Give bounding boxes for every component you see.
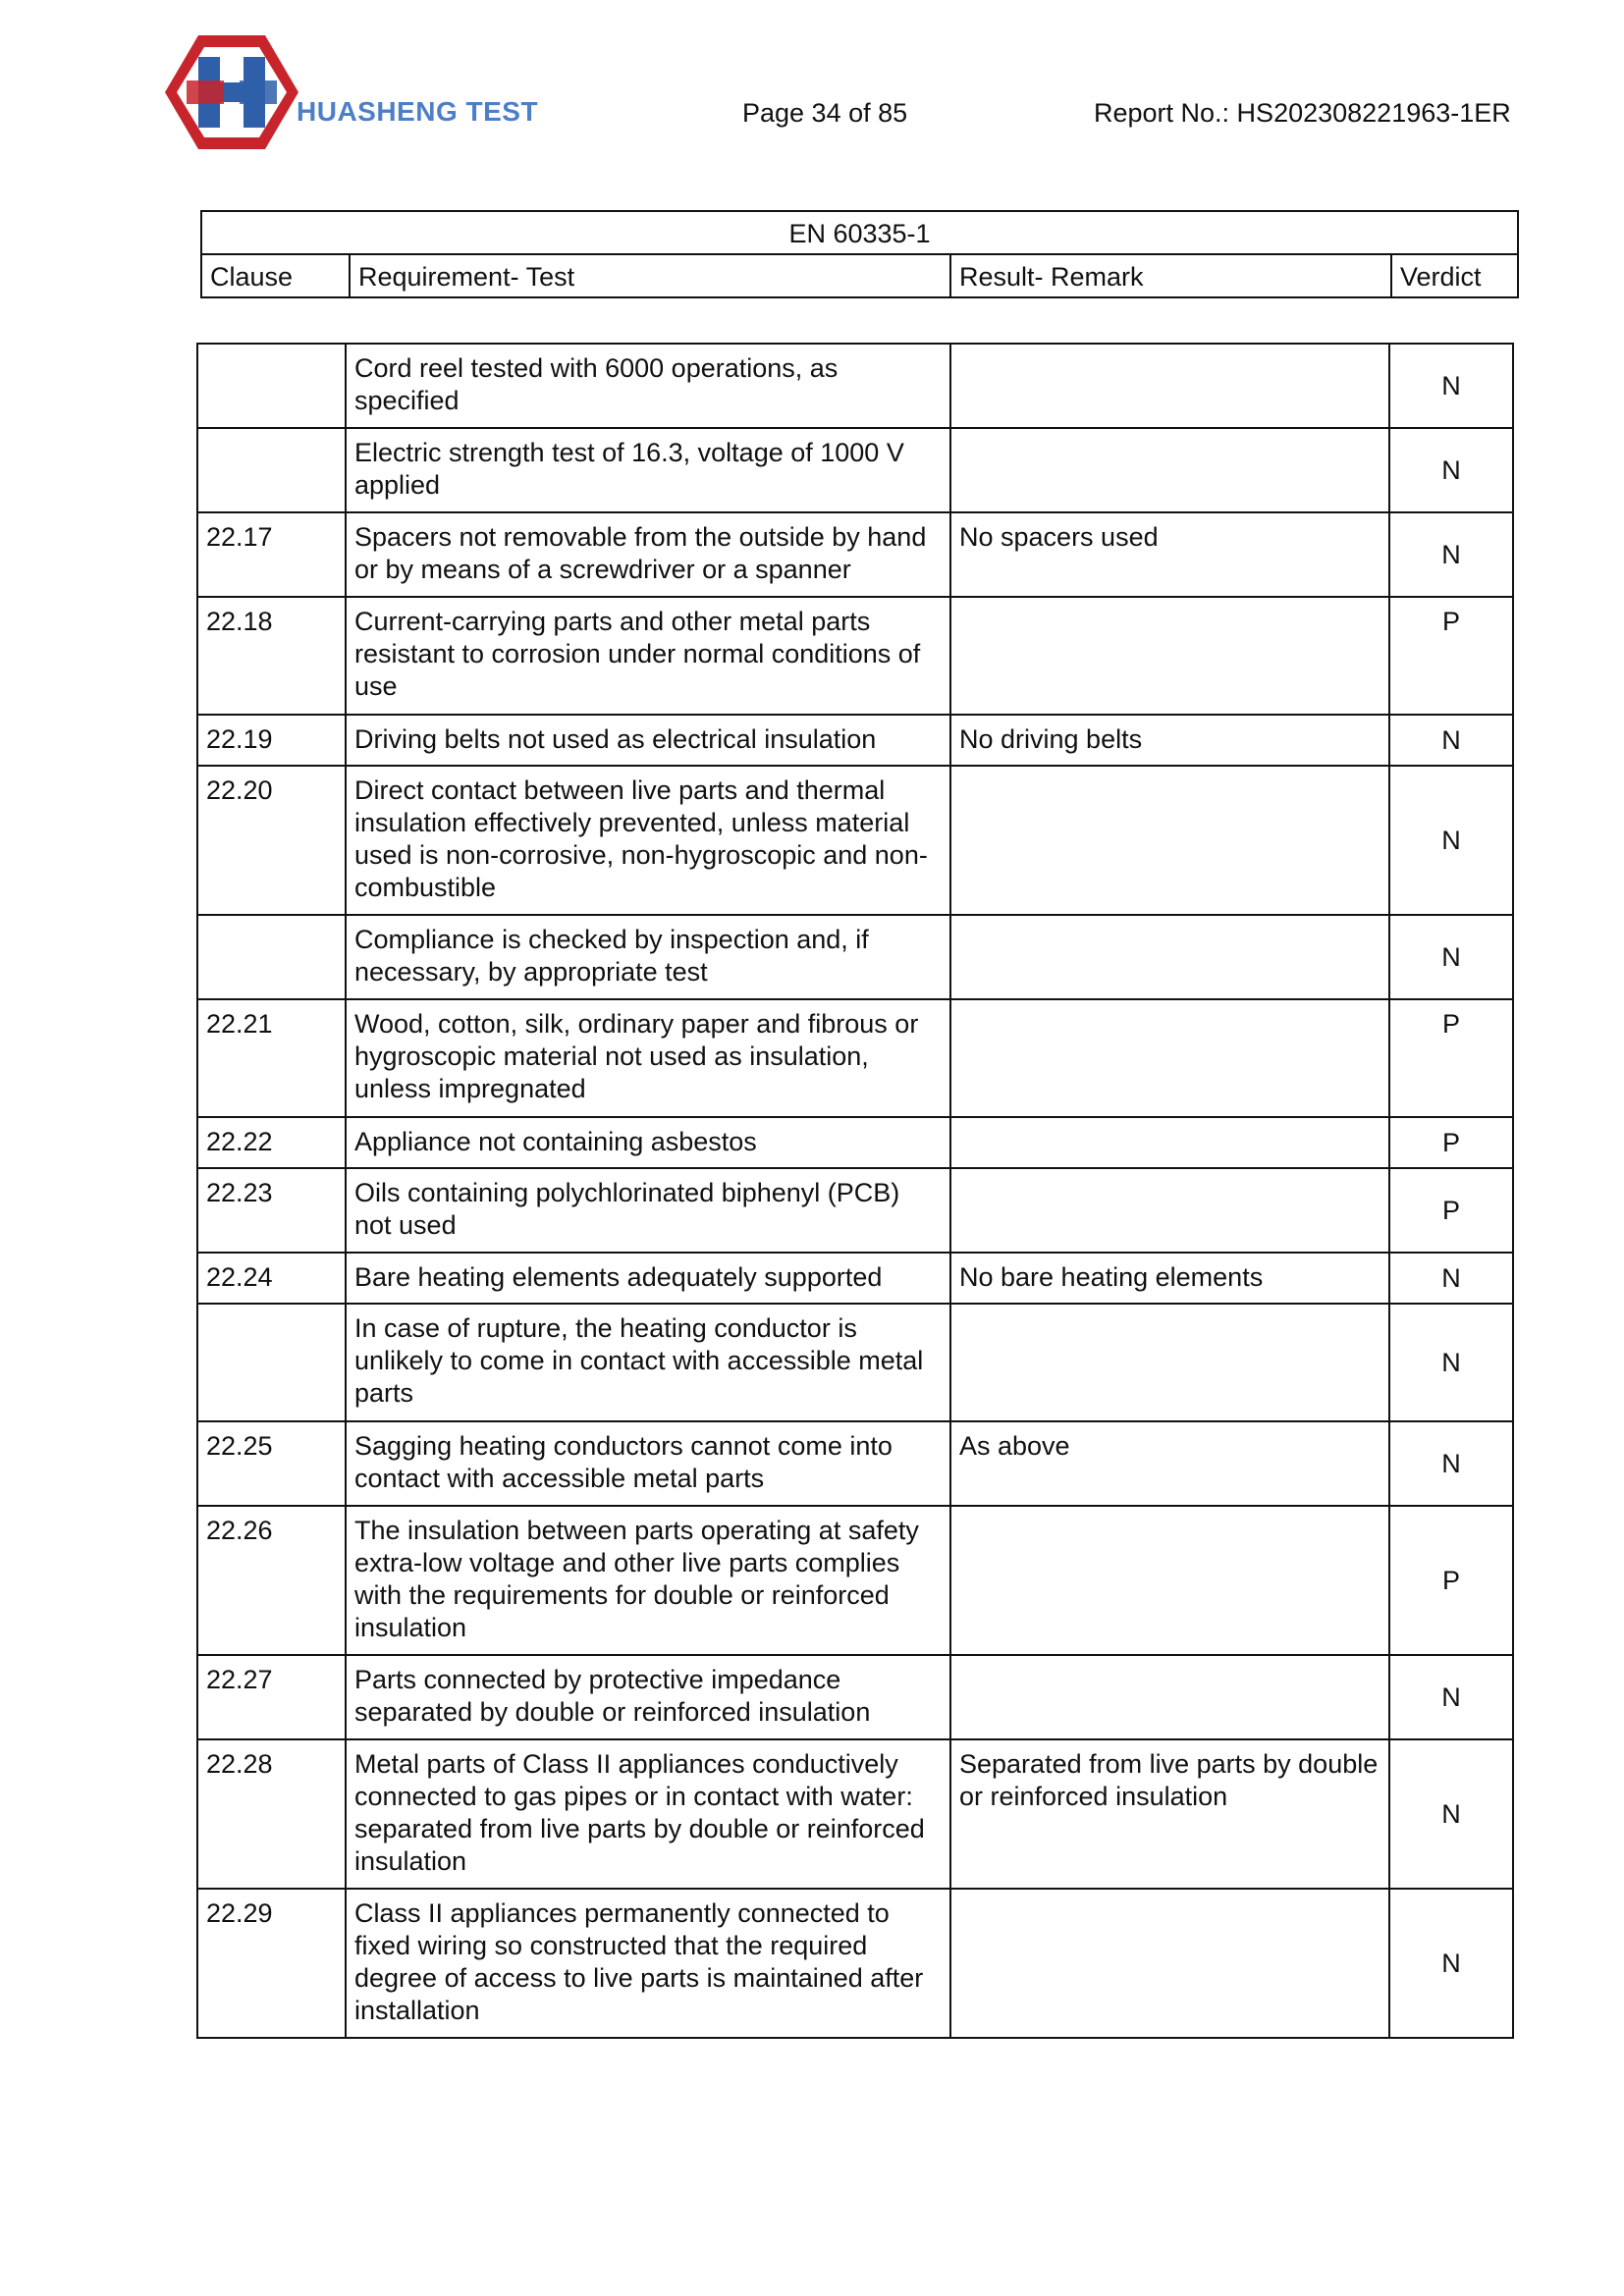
verdict-cell: N — [1389, 766, 1513, 915]
verdict-cell: P — [1389, 999, 1513, 1117]
verdict-cell: N — [1389, 1304, 1513, 1421]
verdict-cell: N — [1389, 1655, 1513, 1739]
remark-cell — [950, 597, 1389, 715]
table-row — [197, 915, 1513, 999]
clause-cell — [197, 1304, 346, 1421]
clause-cell: 22.24 — [197, 1253, 346, 1304]
clause-table-body — [197, 344, 1513, 2038]
huasheng-logo-icon — [165, 33, 298, 151]
column-header-remark: Result- Remark — [950, 254, 1391, 297]
report-number: Report No.: HS202308221963-1ER — [1094, 98, 1511, 128]
table-row — [197, 766, 1513, 915]
clause-table — [196, 343, 1514, 2039]
table-row — [197, 1739, 1513, 1889]
clause-cell: 22.28 — [197, 1739, 346, 1889]
verdict-cell: P — [1389, 1117, 1513, 1168]
table-row — [197, 1117, 1513, 1168]
table-row — [197, 999, 1513, 1117]
verdict-cell: N — [1389, 344, 1513, 428]
page-header — [0, 0, 1624, 177]
requirement-cell: Oils containing polychlorinated biphenyl (PCB) not used — [346, 1168, 950, 1253]
clause-cell — [197, 915, 346, 999]
clause-cell: 22.21 — [197, 999, 346, 1117]
requirement-cell: In case of rupture, the heating conductor is unlikely to come in contact with accessible metal parts — [346, 1304, 950, 1421]
remark-cell — [950, 1655, 1389, 1739]
requirement-cell: Electric strength test of 16.3, voltage of 1000 V applied — [346, 428, 950, 512]
clause-cell — [197, 428, 346, 512]
requirement-cell: Direct contact between live parts and thermal insulation effectively prevented, unless material used is non-corrosive, non-hygroscopic and non-combustible — [346, 766, 950, 915]
verdict-cell: P — [1389, 1506, 1513, 1655]
remark-cell: As above — [950, 1421, 1389, 1506]
table-row — [197, 1168, 1513, 1253]
column-header-requirement: Requirement- Test — [350, 254, 950, 297]
requirement-cell: Compliance is checked by inspection and, if necessary, by appropriate test — [346, 915, 950, 999]
requirement-cell: Wood, cotton, silk, ordinary paper and fibrous or hygroscopic material not used as insulation, unless impregnated — [346, 999, 950, 1117]
table-row — [197, 1304, 1513, 1421]
clause-cell: 22.26 — [197, 1506, 346, 1655]
table-row — [197, 597, 1513, 715]
verdict-cell: N — [1389, 1253, 1513, 1304]
requirement-cell: Driving belts not used as electrical insulation — [346, 715, 950, 766]
verdict-cell: P — [1389, 1168, 1513, 1253]
remark-cell: Separated from live parts by double or reinforced insulation — [950, 1739, 1389, 1889]
table-row — [197, 1655, 1513, 1739]
requirement-cell: Parts connected by protective impedance separated by double or reinforced insulation — [346, 1655, 950, 1739]
remark-cell — [950, 428, 1389, 512]
table-row — [197, 1253, 1513, 1304]
requirement-cell: Current-carrying parts and other metal parts resistant to corrosion under normal conditions of use — [346, 597, 950, 715]
remark-cell — [950, 1889, 1389, 2038]
brand-name: HUASHENG TEST — [297, 96, 539, 127]
clause-cell: 22.29 — [197, 1889, 346, 2038]
remark-cell — [950, 915, 1389, 999]
page-number: Page 34 of 85 — [742, 98, 908, 128]
remark-cell: No spacers used — [950, 512, 1389, 597]
table-row — [197, 1506, 1513, 1655]
table-row — [197, 1421, 1513, 1506]
requirement-cell: Metal parts of Class II appliances conductively connected to gas pipes or in contact with water: separated from live parts by double or reinforced insulation — [346, 1739, 950, 1889]
table-row — [197, 715, 1513, 766]
column-header-verdict: Verdict — [1391, 254, 1518, 297]
remark-cell — [950, 344, 1389, 428]
clause-cell: 22.27 — [197, 1655, 346, 1739]
verdict-cell: N — [1389, 715, 1513, 766]
clause-cell: 22.22 — [197, 1117, 346, 1168]
remark-cell: No driving belts — [950, 715, 1389, 766]
remark-cell — [950, 1506, 1389, 1655]
requirement-cell: The insulation between parts operating at safety extra-low voltage and other live parts complies with the requirements for double or reinforced insulation — [346, 1506, 950, 1655]
table-row — [197, 1889, 1513, 2038]
verdict-cell: N — [1389, 1889, 1513, 2038]
clause-cell: 22.17 — [197, 512, 346, 597]
requirement-cell: Spacers not removable from the outside by hand or by means of a screwdriver or a spanner — [346, 512, 950, 597]
clause-cell: 22.20 — [197, 766, 346, 915]
remark-cell — [950, 999, 1389, 1117]
remark-cell — [950, 1304, 1389, 1421]
requirement-cell: Class II appliances permanently connected to fixed wiring so constructed that the required degree of access to live parts is maintained after installation — [346, 1889, 950, 2038]
clause-cell: 22.25 — [197, 1421, 346, 1506]
column-header-clause: Clause — [201, 254, 350, 297]
clause-cell: 22.18 — [197, 597, 346, 715]
remark-cell: No bare heating elements — [950, 1253, 1389, 1304]
standard-header-table — [200, 210, 1519, 298]
remark-cell — [950, 1168, 1389, 1253]
table-row — [197, 344, 1513, 428]
requirement-cell: Appliance not containing asbestos — [346, 1117, 950, 1168]
verdict-cell: N — [1389, 1739, 1513, 1889]
remark-cell — [950, 1117, 1389, 1168]
table-row — [197, 428, 1513, 512]
requirement-cell: Bare heating elements adequately supported — [346, 1253, 950, 1304]
remark-cell — [950, 766, 1389, 915]
verdict-cell: N — [1389, 1421, 1513, 1506]
verdict-cell: N — [1389, 428, 1513, 512]
standard-title: EN 60335-1 — [201, 211, 1518, 254]
clause-cell: 22.23 — [197, 1168, 346, 1253]
clause-cell: 22.19 — [197, 715, 346, 766]
verdict-cell: N — [1389, 512, 1513, 597]
verdict-cell: N — [1389, 915, 1513, 999]
verdict-cell: P — [1389, 597, 1513, 715]
requirement-cell: Cord reel tested with 6000 operations, as specified — [346, 344, 950, 428]
clause-cell — [197, 344, 346, 428]
table-row — [197, 512, 1513, 597]
requirement-cell: Sagging heating conductors cannot come into contact with accessible metal parts — [346, 1421, 950, 1506]
